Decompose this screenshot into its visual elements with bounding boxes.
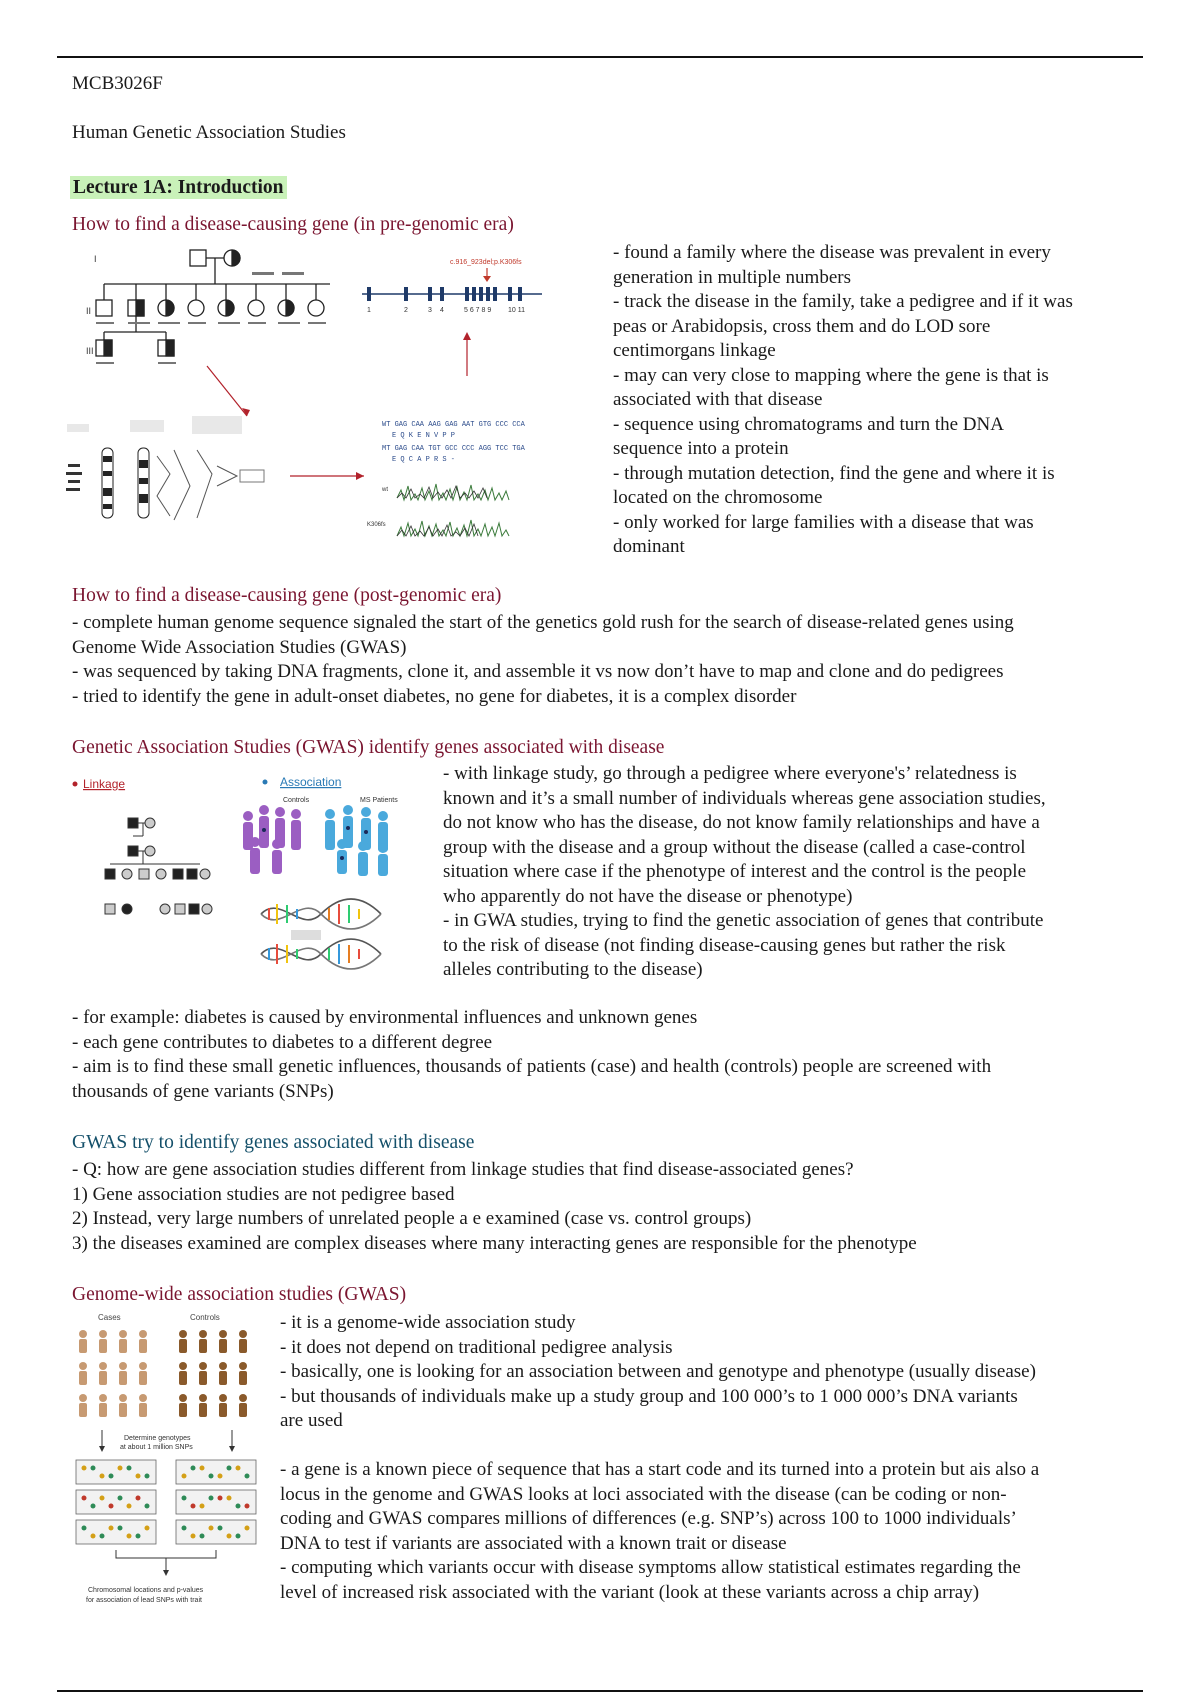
pregenomic-line-8: - sequence using chromatograms and turn the DNA [613, 413, 1004, 435]
gwas-a-line-3: - basically, one is looking for an association between and genotype and phenotype (usually disease) [280, 1361, 1036, 1382]
pregenomic-line-12: - only worked for large families with a disease that was [613, 511, 1034, 533]
exon-2: 2 [404, 307, 408, 314]
sequence-block [382, 421, 526, 464]
trace-mt-label: K306fs [367, 522, 386, 528]
gas-line-7: - in GWA studies, trying to find the genetic association of genes that contribute [443, 910, 1044, 931]
gwas-identify-notes [72, 1158, 1172, 1256]
arrow-to-linkage [207, 366, 247, 416]
control-people-gwas [179, 1330, 247, 1417]
gwas-a-line-4: - but thousands of individuals make up a study group and 100 000’s to 1 000 000’s DNA variants [280, 1385, 1018, 1407]
pregenomic-diagram [62, 236, 592, 566]
postgenomic-line-1: - complete human genome sequence signaled the start of the genetics gold rush for the search of disease-related genes using [72, 612, 1014, 633]
bottom-caption-line1: Chromosomal locations and p-values [88, 1587, 204, 1594]
exon-4: 4 [440, 307, 444, 314]
gwas-identify-line-3: 2) Instead, very large numbers of unrelated people a e examined (case vs. control groups) [72, 1208, 752, 1229]
top-rule [57, 56, 1143, 58]
gwas-a-line-2: - it does not depend on traditional pedigree analysis [280, 1336, 673, 1358]
pregenomic-line-4: peas or Arabidopsis, cross them and do LOD sore [613, 315, 991, 337]
gwas-figure [72, 1310, 272, 1630]
pregenomic-notes [613, 241, 1173, 560]
pedigree-gen-2: II [86, 306, 92, 316]
pregenomic-line-2: generation in multiple numbers [613, 266, 851, 288]
association-label: Association [280, 775, 342, 789]
postgenomic-line-2: Genome Wide Association Studies (GWAS) [72, 636, 407, 658]
gwas-b-line-5: - computing which variants occur with disease symptoms allow statistical estimates regarding the [280, 1557, 1021, 1578]
pedigree-genotype-labels [96, 272, 326, 364]
section-heading-gwas-identify: GWAS try to identify genes associated with disease [72, 1132, 475, 1153]
wt-amino-acids: E Q K E N V P P [392, 432, 456, 440]
gene-structure [362, 287, 542, 314]
snp-chip-arrays [76, 1460, 256, 1544]
bottom-rule [57, 1690, 1143, 1692]
exon-10-11: 10 11 [508, 307, 525, 314]
course-code: MCB3026F [72, 73, 163, 94]
pregenomic-line-11: located on the chromosome [613, 487, 823, 508]
gwas-diagram [72, 1310, 272, 1630]
gas-line-2: known and it’s a small number of individuals whereas gene association studies, [443, 787, 1046, 809]
gas-line-5: situation where case if the phenotype of interest and the control is the people [443, 861, 1027, 882]
chromosome-ideograms [66, 448, 264, 520]
gas-notes [443, 762, 1163, 983]
postgenomic-notes [72, 611, 1172, 709]
linkage-label: Linkage [83, 777, 126, 791]
gas-line-4: group with the disease and a group without the disease (called a case-control [443, 836, 1026, 858]
pregenomic-line-1: - found a family where the disease was prevalent in every [613, 242, 1051, 263]
linkage-vs-association-figure [65, 772, 440, 994]
gwas-identify-line-4: 3) the diseases examined are complex diseases where many interacting genes are responsible for the phenotype [72, 1232, 917, 1254]
pedigree-chart [86, 250, 330, 356]
chromatograms [367, 484, 509, 536]
section-heading-gas: Genetic Association Studies (GWAS) identify genes associated with disease [72, 737, 665, 758]
gwas-a-line-1: - it is a genome-wide association study [280, 1312, 576, 1333]
exon-1: 1 [367, 307, 371, 314]
case-people [79, 1330, 147, 1417]
wt-sequence: WT GAG CAA AAG GAG AAT GTG CCC CCA [382, 421, 525, 429]
gwas-controls-label: Controls [190, 1313, 220, 1322]
gas-followup-line-2: - each gene contributes to diabetes to a different degree [72, 1031, 493, 1053]
gwas-b-line-4: DNA to test if variants are associated with a known trait or disease [280, 1532, 787, 1554]
trace-wt-label: wt [382, 487, 388, 493]
ms-patients-label: MS Patients [360, 797, 398, 804]
gwas-b-line-3: coding and GWAS compares millions of differences (e.g. SNP’s) across 100 to 1000 individuals’ [280, 1508, 1017, 1529]
determine-genotypes-line1: Determine genotypes [124, 1435, 191, 1442]
gas-followup-notes [72, 1006, 1172, 1104]
determine-genotypes-line2: at about 1 million SNPs [120, 1444, 193, 1451]
lecture-title [70, 176, 287, 200]
postgenomic-line-4: - tried to identify the gene in adult-onset diabetes, no gene for diabetes, it is a complex disorder [72, 685, 797, 707]
course-title: Human Genetic Association Studies [72, 122, 346, 143]
pregenomic-line-13: dominant [613, 536, 685, 557]
gas-followup-line-1: - for example: diabetes is caused by environmental influences and unknown genes [72, 1007, 698, 1028]
pregenomic-line-6: - may can very close to mapping where the gene is that is [613, 364, 1049, 386]
gwas-notes-b [280, 1458, 1160, 1605]
lecture-title-text: Lecture 1A: Introduction [70, 176, 287, 199]
mt-amino-acids: E Q C A P R S - [392, 456, 456, 464]
gas-followup-line-4: thousands of gene variants (SNPs) [72, 1080, 334, 1102]
gwas-identify-line-2: 1) Gene association studies are not pedigree based [72, 1183, 455, 1205]
pregenomic-line-5: centimorgans linkage [613, 340, 776, 361]
cases-label: Cases [98, 1313, 121, 1322]
mt-sequence: MT GAG CAA TGT GCC CCC AGG TCC TGA [382, 445, 525, 453]
pregenomic-line-10: - through mutation detection, find the gene and where it is [613, 462, 1055, 484]
pregenomic-line-7: associated with that disease [613, 389, 823, 410]
pregenomic-line-3: - track the disease in the family, take a pedigree and if it was [613, 291, 1073, 312]
section-heading-postgenomic: How to find a disease-causing gene (post-genomic era) [72, 585, 502, 606]
pregenomic-figure [62, 236, 592, 566]
gas-line-1: - with linkage study, go through a pedigree where everyone's’ relatedness is [443, 763, 1017, 784]
gas-line-9: alleles contributing to the disease) [443, 959, 703, 980]
pregenomic-line-9: sequence into a protein [613, 438, 789, 459]
pedigree-gen-1: I [94, 254, 97, 264]
gwas-notes-a [280, 1311, 1160, 1434]
gwas-b-line-6: level of increased risk associated with the variant (look at these variants across a chip array) [280, 1581, 980, 1603]
gwas-b-line-1: - a gene is a known piece of sequence that has a start code and its turned into a protein but ais also a [280, 1459, 1040, 1480]
exon-5-9: 5 6 7 8 9 [464, 307, 492, 314]
section-heading-pregenomic: How to find a disease-causing gene (in pre-genomic era) [72, 214, 514, 235]
control-people [243, 805, 301, 874]
bottom-caption-line2: for association of lead SNPs with trait [86, 1597, 202, 1604]
gwas-a-line-5: are used [280, 1410, 343, 1431]
linkage-pedigree [105, 818, 212, 914]
gas-line-6: who apparently do not have the disease or phenotype) [443, 885, 853, 907]
postgenomic-line-3: - was sequenced by taking DNA fragments, clone it, and assemble it vs now don’t have to map and clone and do pedigrees [72, 661, 1004, 682]
patient-people [325, 805, 388, 876]
gas-line-8: to the risk of disease (not finding disease-causing genes but rather the risk [443, 934, 1006, 956]
gas-followup-line-3: - aim is to find these small genetic influences, thousands of patients (case) and health (controls) people are screened with [72, 1056, 992, 1077]
mutation-label: c.916_923del;p.K306fs [450, 259, 522, 266]
gwas-identify-line-1: - Q: how are gene association studies different from linkage studies that find disease-associated genes? [72, 1159, 854, 1180]
gas-line-3: do not know who has the disease, do not know family relationships and have a [443, 812, 1040, 833]
pedigree-gen-3: III [86, 346, 94, 356]
section-heading-gwas: Genome-wide association studies (GWAS) [72, 1284, 407, 1305]
exon-3: 3 [428, 307, 432, 314]
gwas-b-line-2: locus in the genome and GWAS looks at loci associated with the disease (can be coding or non- [280, 1483, 1007, 1505]
linkage-association-diagram [65, 772, 440, 994]
controls-label: Controls [283, 797, 310, 804]
